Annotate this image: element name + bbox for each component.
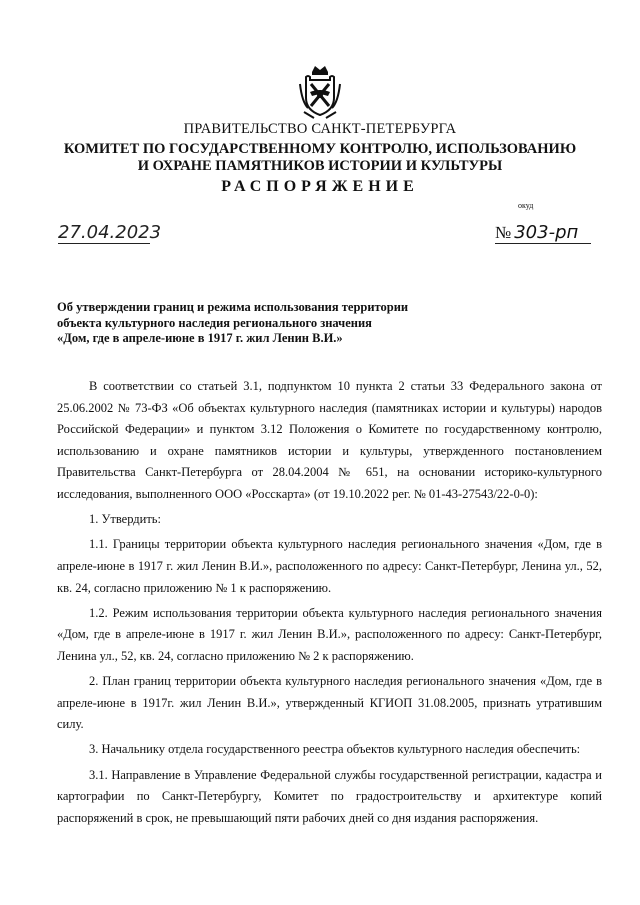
document-type: РАСПОРЯЖЕНИЕ (221, 178, 419, 195)
committee-title-line-1: КОМИТЕТ ПО ГОСУДАРСТВЕННОМУ КОНТРОЛЮ, ИСПОЛЬЗОВАНИЮ (63, 141, 577, 157)
document-subject (57, 300, 457, 347)
paragraph-3: 3. Начальнику отдела государственного реестра объектов культурного наследия обеспечить: (89, 742, 581, 757)
document-date: 27.04.2023 (58, 222, 162, 243)
paragraph-preamble: В соответствии со статьей 3.1, подпунктом 10 пункта 2 статьи 33 Федерального закона от 25.06.2002 № 73-ФЗ «Об объектах культурного наследия (памятниках истории и культуры) народов Российской Федерации» и пунктом 3.12 Положения о Комитете по государственному контролю, использованию и охране памятников истории и культуры, утвержденного постановлением Правительства Санкт-Петербурга от 28.04.2004 № 651, на основании историко-культурного исследования, выполненного ООО «Росскарта» (от 19.10.2022 рег. № 01-43-27543/22-0-0): (57, 379, 602, 501)
subject-line: Об утверждении границ и режима использования территории (57, 300, 409, 314)
paragraph-2: 2. План границ территории объекта культурного наследия регионального значения «Дом, где в апреле-июне в 1917г. жил Ленин В.И.», утвержденный КГИОП 31.08.2005, признать утратившим силу. (57, 674, 602, 732)
paragraph-3-1: 3.1. Направление в Управление Федеральной службы государственной регистрации, кадастра и картографии по Санкт-Петербургу, Комитет по градостроительству и архитектуре копий распоряжений в срок, не превышающий пяти рабочих дней со дня издания распоряжения. (57, 767, 602, 825)
government-title: ПРАВИТЕЛЬСТВО САНКТ-ПЕТЕРБУРГА (183, 121, 457, 137)
paragraph-1-2: 1.2. Режим использования территории объекта культурного наследия регионального значения «Дом, где в апреле-июне в 1917 г. жил Ленин В.И.», расположенного по адресу: Санкт-Петербург, Ленина ул., 52, кв. 24, согласно приложению № 2 к распоряжению. (57, 605, 602, 663)
coat-of-arms-icon (298, 62, 342, 120)
subject-line: объекта культурного наследия регионального значения (57, 315, 372, 330)
number-sign: № (495, 223, 512, 242)
committee-title-line-2: И ОХРАНЕ ПАМЯТНИКОВ ИСТОРИИ И КУЛЬТУРЫ (137, 158, 503, 174)
number-value: 303-рп (514, 222, 579, 243)
document-number (495, 223, 591, 244)
paragraph-1: 1. Утвердить: (89, 512, 161, 527)
okud-label: окуд (518, 201, 534, 210)
committee-title (0, 141, 640, 175)
subject-line: «Дом, где в апреле-июне в 1917 г. жил Ленин В.И.» (57, 331, 343, 345)
document-body (57, 376, 602, 833)
paragraph-1-1: 1.1. Границы территории объекта культурного наследия регионального значения «Дом, где в апреле-июне в 1917 г. жил Ленин В.И.», расположенного по адресу: Санкт-Петербург, Ленина ул., 52, кв. 24, согласно приложению № 1 к распоряжению. (57, 537, 602, 595)
